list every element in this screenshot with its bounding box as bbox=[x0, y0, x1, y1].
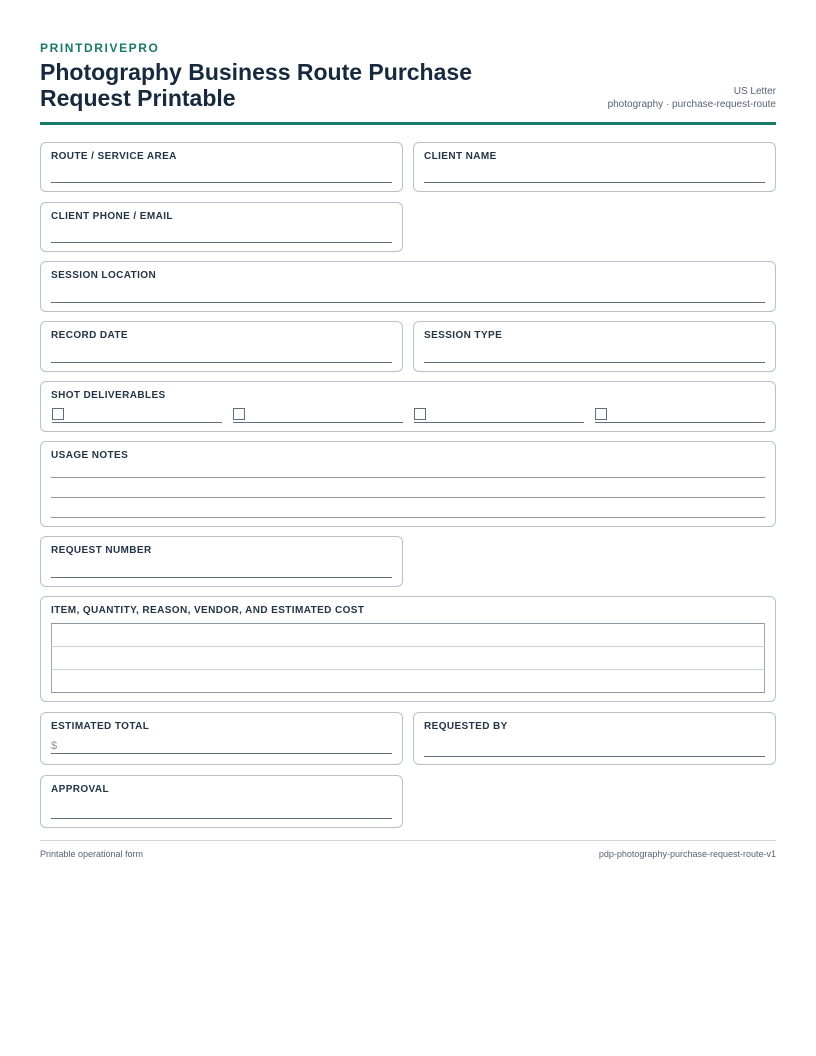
record-date-line[interactable] bbox=[51, 362, 392, 363]
request-number-field[interactable] bbox=[40, 536, 403, 587]
requested-by-field[interactable] bbox=[413, 712, 776, 765]
document-tags: photography · purchase-request-route bbox=[607, 99, 776, 110]
table-row[interactable] bbox=[52, 670, 765, 693]
items-table-field bbox=[40, 596, 776, 702]
session-type-field[interactable] bbox=[413, 321, 776, 372]
usage-notes-line[interactable] bbox=[51, 477, 765, 478]
footer-form-id: pdp-photography-purchase-request-route-v1 bbox=[598, 849, 776, 859]
route-service-area-line[interactable] bbox=[51, 182, 392, 183]
footer-rule bbox=[40, 840, 776, 841]
session-type-label: SESSION TYPE bbox=[424, 330, 503, 341]
items-table-label: ITEM, QUANTITY, REASON, VENDOR, AND ESTIMATED COST bbox=[51, 605, 365, 616]
client-phone-email-line[interactable] bbox=[51, 242, 392, 243]
estimated-total-line[interactable] bbox=[51, 753, 392, 754]
approval-field[interactable] bbox=[40, 775, 403, 828]
items-table bbox=[51, 623, 765, 693]
brand-name: PRINTDRIVEPRO bbox=[40, 41, 160, 55]
approval-label: APPROVAL bbox=[51, 784, 110, 795]
route-service-area-label: ROUTE / SERVICE AREA bbox=[51, 151, 177, 162]
deliverable-option[interactable] bbox=[595, 408, 765, 424]
footer-form-type: Printable operational form bbox=[40, 849, 144, 859]
estimated-total-field[interactable] bbox=[40, 712, 403, 765]
table-row[interactable] bbox=[52, 647, 765, 670]
client-name-label: CLIENT NAME bbox=[424, 151, 497, 162]
approval-line[interactable] bbox=[51, 818, 392, 819]
client-name-line[interactable] bbox=[424, 182, 765, 183]
checkbox[interactable] bbox=[233, 408, 245, 420]
record-date-label: RECORD DATE bbox=[51, 330, 128, 341]
checkbox[interactable] bbox=[52, 408, 64, 420]
table-cell[interactable] bbox=[52, 624, 765, 647]
table-cell[interactable] bbox=[52, 670, 765, 693]
route-service-area-field[interactable] bbox=[40, 142, 403, 192]
session-location-line[interactable] bbox=[51, 302, 765, 303]
deliverable-option-line[interactable] bbox=[52, 422, 222, 423]
usage-notes-line[interactable] bbox=[51, 497, 765, 498]
request-number-line[interactable] bbox=[51, 577, 392, 578]
record-date-field[interactable] bbox=[40, 321, 403, 372]
currency-symbol: $ bbox=[51, 740, 58, 752]
session-location-label: SESSION LOCATION bbox=[51, 270, 157, 281]
deliverable-option-line[interactable] bbox=[233, 422, 403, 423]
deliverable-option-line[interactable] bbox=[414, 422, 584, 423]
header-rule bbox=[40, 122, 776, 125]
client-name-field[interactable] bbox=[413, 142, 776, 192]
session-type-line[interactable] bbox=[424, 362, 765, 363]
client-phone-email-field[interactable] bbox=[40, 202, 403, 252]
paper-size: US Letter bbox=[733, 86, 776, 97]
shot-deliverables-label: SHOT DELIVERABLES bbox=[51, 390, 166, 401]
request-number-label: REQUEST NUMBER bbox=[51, 545, 152, 556]
deliverable-option-line[interactable] bbox=[595, 422, 765, 423]
shot-deliverables-field bbox=[40, 381, 776, 432]
requested-by-line[interactable] bbox=[424, 756, 765, 757]
table-cell[interactable] bbox=[52, 647, 765, 670]
checkbox[interactable] bbox=[414, 408, 426, 420]
usage-notes-label: USAGE NOTES bbox=[51, 450, 129, 461]
estimated-total-label: ESTIMATED TOTAL bbox=[51, 721, 150, 732]
session-location-field[interactable] bbox=[40, 261, 776, 312]
checkbox[interactable] bbox=[595, 408, 607, 420]
table-row[interactable] bbox=[52, 624, 765, 647]
page-title: Photography Business Route Purchase Request Printable bbox=[40, 59, 472, 111]
document-meta bbox=[608, 85, 776, 111]
deliverable-option[interactable] bbox=[52, 408, 222, 424]
deliverable-option[interactable] bbox=[414, 408, 584, 424]
usage-notes-line[interactable] bbox=[51, 517, 765, 518]
deliverable-option[interactable] bbox=[233, 408, 403, 424]
requested-by-label: REQUESTED BY bbox=[424, 721, 508, 732]
usage-notes-field[interactable] bbox=[40, 441, 776, 527]
client-phone-email-label: CLIENT PHONE / EMAIL bbox=[51, 211, 173, 222]
